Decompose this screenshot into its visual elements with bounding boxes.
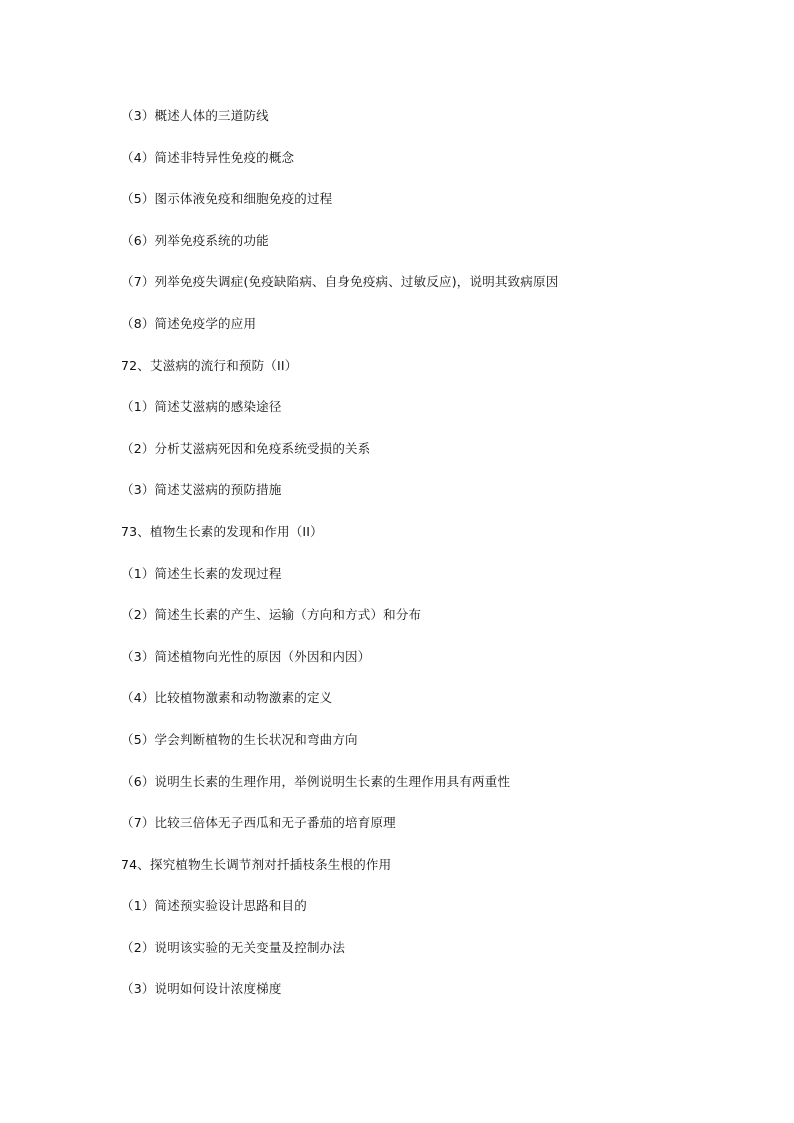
list-item: （2）简述生长素的产生、运输（方向和方式）和分布 xyxy=(121,607,422,623)
list-item: （3）简述植物向光性的原因（外因和内因） xyxy=(121,648,371,664)
list-item: （5）图示体液免疫和细胞免疫的过程 xyxy=(121,191,333,207)
list-item: （6）列举免疫系统的功能 xyxy=(121,232,269,248)
list-item: （8）简述免疫学的应用 xyxy=(121,315,257,331)
section-heading: 72、艾滋病的流行和预防（II） xyxy=(121,357,298,373)
list-item: （1）简述生长素的发现过程 xyxy=(121,565,282,581)
list-item: （5）学会判断植物的生长状况和弯曲方向 xyxy=(121,731,358,747)
list-item: （7）列举免疫失调症(免疫缺陷病、自身免疫病、过敏反应)，说明其致病原因 xyxy=(121,274,559,290)
list-item: （3）概述人体的三道防线 xyxy=(121,108,269,123)
list-item: （4）比较植物激素和动物激素的定义 xyxy=(121,690,333,706)
list-item: （6）说明生长素的生理作用，举例说明生长素的生理作用具有两重性 xyxy=(121,773,511,789)
text-block xyxy=(121,105,721,1020)
list-item: （4）简述非特异性免疫的概念 xyxy=(121,149,295,165)
list-item: （3）说明如何设计浓度梯度 xyxy=(121,981,282,997)
list-item: （1）简述预实验设计思路和目的 xyxy=(121,898,307,914)
section-heading: 73、植物生长素的发现和作用（II） xyxy=(121,523,323,539)
list-item: （1）简述艾滋病的感染途径 xyxy=(121,399,282,415)
section-heading: 74、探究植物生长调节剂对扦插枝条生根的作用 xyxy=(121,856,392,872)
list-item: （7）比较三倍体无子西瓜和无子番茄的培育原理 xyxy=(121,815,396,831)
list-item: （2）分析艾滋病死因和免疫系统受损的关系 xyxy=(121,440,371,456)
list-item: （2）说明该实验的无关变量及控制办法 xyxy=(121,939,346,955)
list-item: （3）简述艾滋病的预防措施 xyxy=(121,482,282,498)
